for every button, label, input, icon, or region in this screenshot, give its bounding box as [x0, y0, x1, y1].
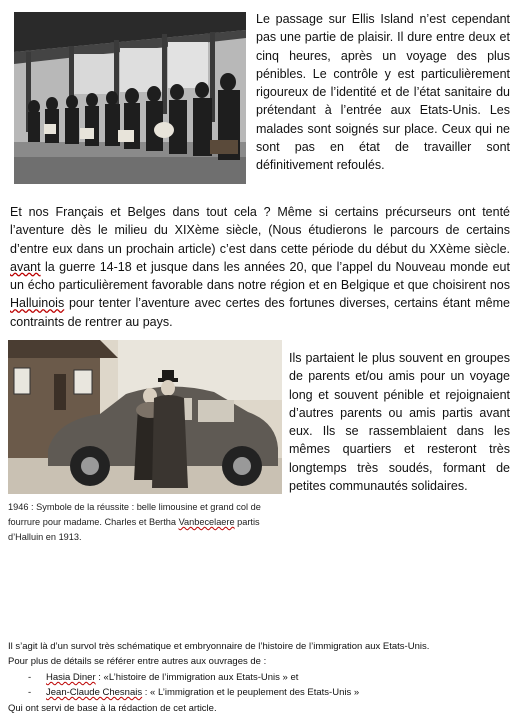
ref-title: : «L’histoire de l’immigration aux Etats-Unis » et	[95, 671, 299, 683]
bibliography-closing: Qui ont servi de base à la rédaction de cet article.	[8, 702, 217, 714]
caption-name: Vanbecelaere	[178, 517, 235, 527]
ellis-island-photo-drawing	[14, 12, 246, 184]
paragraph2-part-a: Et nos Français et Belges dans tout cela ? Même si certains précurseurs ont tenté l’aventure dès le milieu du XIXème siècle, (Nous étudierons le parcours de certains d’entre eux dans un prochain article) c’est dans cette période du début du XXème siècle.	[10, 205, 510, 256]
list-dash: -	[28, 671, 32, 683]
ref-author: Jean-Claude Chesnais	[46, 687, 143, 699]
bibliography-intro: Il s’agit là d’un survol très schématique et embryonnaire de l’histoire de l’immigration aux Etats-Unis.	[8, 641, 430, 652]
bibliography-ref	[28, 685, 513, 700]
list-dash: -	[28, 687, 32, 699]
paragraph-groups: Ils partaient le plus souvent en groupes de parents et/ou amis pour un voyage long et souvent pénible et rejoignaient d’autres parents ou amis partis avant eux. Ils se rassemblaient dans les mêmes quartiers et resteront très longtemps très soudés, formant de petites communautés solidaires.	[289, 351, 510, 494]
paragraph-french-belgians	[10, 203, 510, 331]
paragraph2-part-b: la guerre 14-18 et jusque dans les années 20, que l’appel du Nouveau monde eut un écho particulièrement favorable dans notre région et en Belgique et que choisirent nos	[10, 259, 510, 293]
caption-text-b: partis d’Halluin en 1913.	[8, 517, 260, 542]
bibliography-ref	[28, 670, 513, 685]
photo-caption	[8, 500, 282, 545]
paragraph-ellis-island: Le passage sur Ellis Island n’est cependant pas une partie de plaisir. Il dure entre deux et cinq heures, après un voyage des plus pénibles. Le contrôle y est particulièrement rigoureux de l’identité et de l’état sanitaire du prétendant à l’entrée aux Etats-Unis. Les malades sont soignés sur place. Ceux qui ne sont pas en état de travailler sont définitivement refoulés.	[256, 12, 510, 173]
ref-title: : « L’immigration et le peuplement des Etats-Unis »	[142, 687, 360, 699]
paragraph2-part-c: pour tenter l’aventure avec certes des fortunes diverses, certains étant même contraints de rentrer au pays.	[10, 296, 510, 329]
bibliography-more: Pour plus de détails se référer entre autres aux ouvrages de :	[8, 656, 267, 668]
ellis-island-photo	[14, 12, 246, 184]
caption-text-a: 1946 : Symbole de la réussite : belle limousine et grand col de fourrure pour madame. Charles et Bertha	[8, 502, 261, 527]
paragraph2-avant: avant	[10, 259, 41, 274]
paragraph2-halluinois: Halluinois	[10, 296, 65, 311]
limousine-couple-photo	[8, 340, 282, 494]
bibliography-section	[8, 639, 513, 716]
limousine-couple-photo-drawing	[8, 340, 282, 494]
ref-author: Hasia Diner	[46, 671, 96, 683]
bibliography-list	[8, 670, 513, 701]
